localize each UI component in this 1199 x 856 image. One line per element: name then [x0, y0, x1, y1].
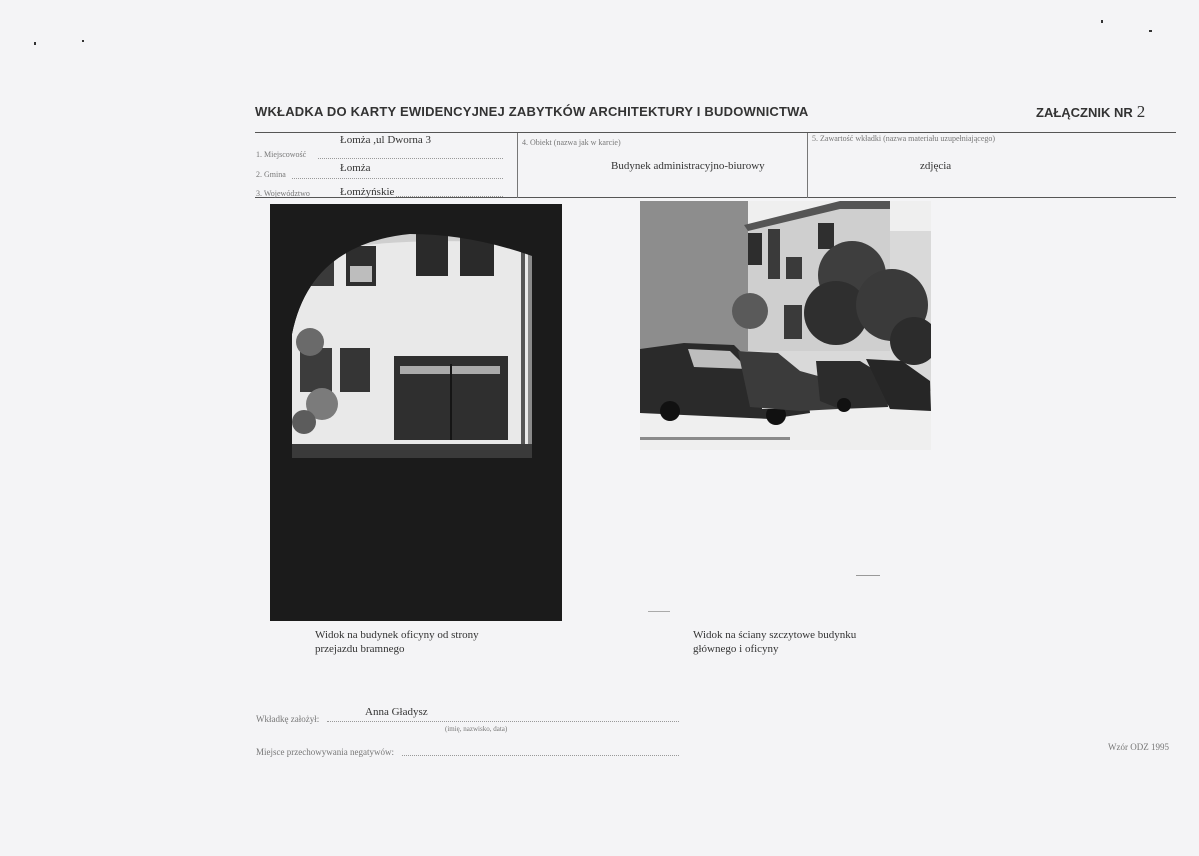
author-label: Wkładkę założył: [256, 714, 320, 724]
left-caption-line-2: przejazdu bramnego [315, 643, 405, 655]
content-label: 5. Zawartość wkładki (nazwa materiału uzupełniającego) [812, 134, 996, 143]
voivodeship-value: Łomżyńskie [340, 186, 395, 198]
author-value: Anna Gładysz [365, 706, 428, 718]
scan-mark [648, 611, 670, 612]
object-label: 4. Obiekt (nazwa jak w karcie) [522, 138, 621, 147]
scan-speck [1101, 20, 1103, 23]
scan-speck [1149, 30, 1152, 32]
object-value: Budynek administracyjno-biurowy [611, 160, 765, 172]
city-label: 1. Miejscowość [256, 150, 307, 159]
storage-dots [402, 755, 679, 756]
document-title: WKŁADKA DO KARTY EWIDENCYJNEJ ZABYTKÓW ARCHITEKTURY I BUDOWNICTWA [255, 104, 809, 119]
right-caption-line-1: Widok na ściany szczytowe budynku [693, 629, 857, 641]
voivodeship-dots [396, 196, 503, 197]
right-photo-caption [693, 628, 856, 656]
commune-label: 2. Gmina [256, 170, 286, 179]
header-top-rule [255, 132, 1176, 133]
courtyard-building-image [270, 204, 562, 621]
author-dots [327, 721, 679, 722]
left-photo-caption [315, 628, 479, 656]
voivodeship-label: 3. Województwo [256, 189, 310, 198]
column-divider [517, 133, 518, 198]
content-value: zdjęcia [920, 160, 952, 172]
author-hint: (imię, nazwisko, data) [445, 725, 508, 733]
commune-value: Łomża [340, 162, 371, 174]
left-caption-line-1: Widok na budynek oficyny od strony [315, 629, 479, 641]
right-caption-line-2: głównego i oficyny [693, 643, 779, 655]
parked-cars-photo [640, 201, 931, 450]
attachment-label-text: ZAŁĄCZNIK NR [1036, 105, 1133, 120]
scan-speck [34, 42, 36, 45]
template-label: Wzór ODZ 1995 [1108, 742, 1169, 752]
city-value: Łomża ,ul Dworna 3 [340, 134, 432, 146]
commune-dots [292, 178, 503, 179]
courtyard-building-photo [270, 204, 562, 621]
parked-cars-image [640, 201, 931, 450]
scan-mark [856, 575, 880, 576]
city-dots [318, 158, 503, 159]
storage-label: Miejsce przechowywania negatywów: [256, 747, 394, 757]
attachment-label [1036, 102, 1145, 122]
column-divider [807, 133, 808, 198]
scan-speck [82, 40, 84, 42]
attachment-number: 2 [1136, 102, 1146, 121]
